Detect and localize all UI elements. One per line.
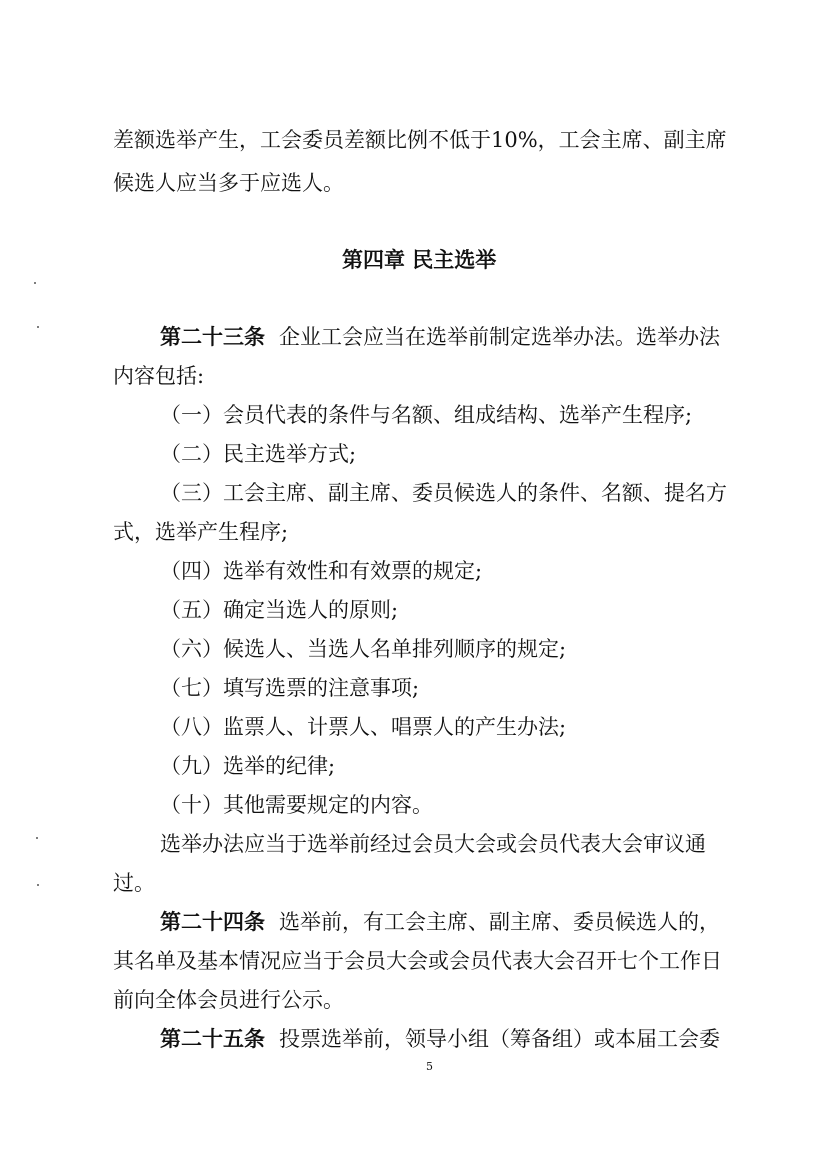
- margin-speck: [34, 282, 36, 284]
- article-23-closing-line-2: 过。: [113, 871, 155, 895]
- article-24-line-3: 前向全体会员进行公示。: [113, 988, 344, 1012]
- article-25-first-line: [160, 1024, 720, 1054]
- margin-speck: [37, 884, 39, 886]
- article-24-text: 选举前，有工会主席、副主席、委员候选人的，: [279, 910, 720, 934]
- chapter-heading: 第四章 民主选举: [342, 247, 497, 272]
- list-item: （九）选举的纪律;: [160, 754, 336, 778]
- article-23-line-2: 内容包括:: [113, 364, 205, 388]
- list-item: （一）会员代表的条件与名额、组成结构、选举产生程序;: [160, 403, 693, 427]
- list-item: （三）工会主席、副主席、委员候选人的条件、名额、提名方: [160, 481, 727, 505]
- article-24-first-line: [160, 907, 720, 937]
- page-number: 5: [426, 1060, 433, 1073]
- article-23-label: 第二十三条: [160, 324, 265, 349]
- list-item: （四）选举有效性和有效票的规定;: [160, 559, 483, 583]
- article-23-text: 企业工会应当在选举前制定选举办法。选举办法: [279, 325, 720, 349]
- list-item: （六）候选人、当选人名单排列顺序的规定;: [160, 637, 567, 661]
- intro-line-1: 差额选举产生，工会委员差额比例不低于10%，工会主席、副主席: [113, 128, 727, 152]
- article-23-closing-line-1: 选举办法应当于选举前经过会员大会或会员代表大会审议通: [160, 832, 706, 856]
- margin-speck: [36, 837, 38, 839]
- list-item: （七）填写选票的注意事项;: [160, 676, 420, 700]
- article-25-text: 投票选举前，领导小组（筹备组）或本届工会委: [279, 1027, 720, 1051]
- margin-speck: [37, 326, 39, 328]
- list-item: （二）民主选举方式;: [160, 442, 357, 466]
- list-item: （八）监票人、计票人、唱票人的产生办法;: [160, 715, 567, 739]
- list-item: 式，选举产生程序;: [113, 520, 289, 544]
- article-23-first-line: [160, 322, 720, 352]
- article-24-line-2: 其名单及基本情况应当于会员大会或会员代表大会召开七个工作日: [113, 949, 722, 973]
- intro-line-2: 候选人应当多于应选人。: [113, 171, 344, 195]
- article-25-label: 第二十五条: [160, 1026, 265, 1051]
- article-24-label: 第二十四条: [160, 909, 265, 934]
- list-item: （十）其他需要规定的内容。: [160, 793, 433, 817]
- list-item: （五）确定当选人的原则;: [160, 598, 399, 622]
